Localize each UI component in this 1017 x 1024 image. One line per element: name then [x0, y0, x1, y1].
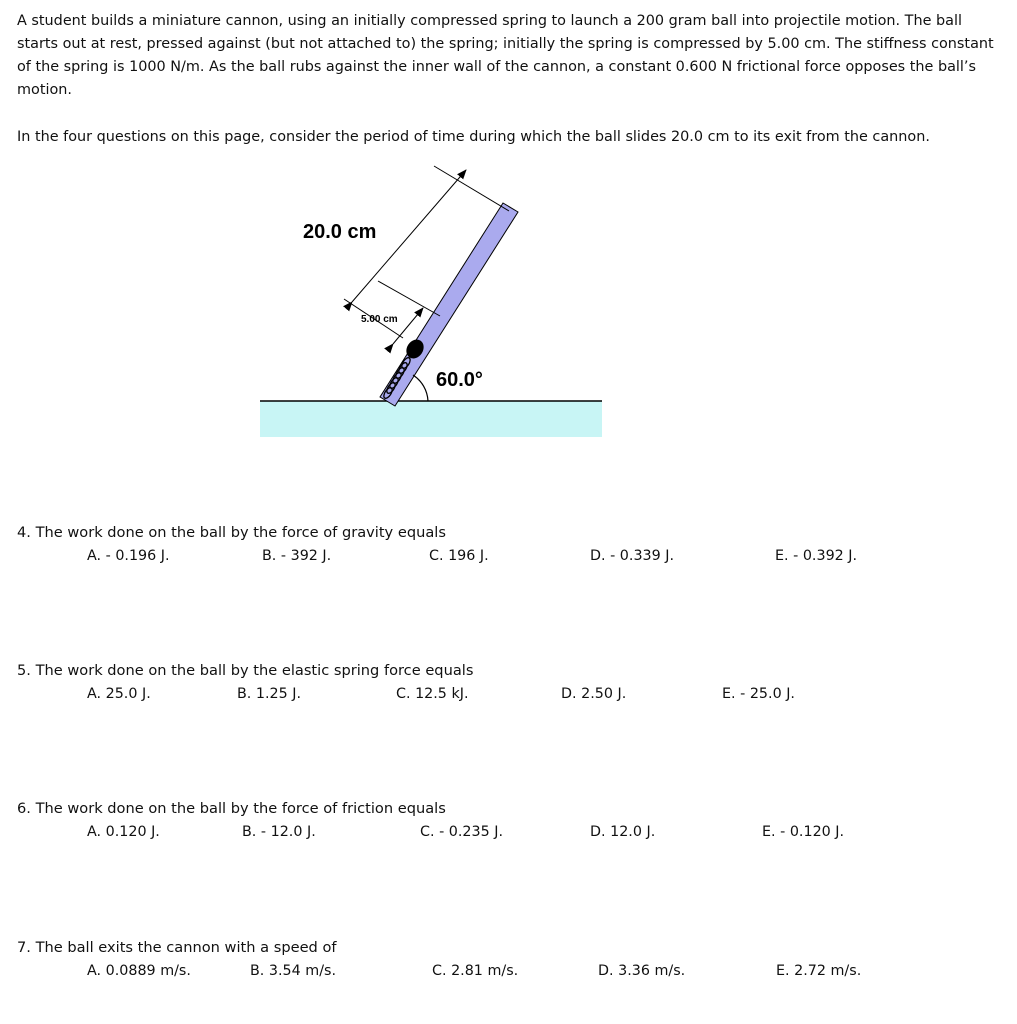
- extension-line-mid: [378, 281, 440, 316]
- question-5-option-c: C. 12.5 kJ.: [396, 686, 469, 702]
- question-7-option-c: C. 2.81 m/s.: [432, 963, 519, 979]
- question-7-option-d: D. 3.36 m/s.: [598, 963, 686, 979]
- question-6-option-e: E. - 0.120 J.: [762, 824, 845, 840]
- question-4-option-a: A. - 0.196 J.: [87, 548, 170, 564]
- question-5-option-b: B. 1.25 J.: [237, 686, 302, 702]
- question-6-option-d: D. 12.0 J.: [590, 824, 656, 840]
- question-4-option-d: D. - 0.339 J.: [590, 548, 675, 564]
- question-6-option-c: C. - 0.235 J.: [420, 824, 504, 840]
- question-4-option-c: C. 196 J.: [429, 548, 489, 564]
- question-4-option-e: E. - 0.392 J.: [775, 548, 858, 564]
- question-7-option-a: A. 0.0889 m/s.: [87, 963, 191, 979]
- question-5-option-a: A. 25.0 J.: [87, 686, 151, 702]
- question-6-stem: 6. The work done on the ball by the force of friction equals: [17, 800, 446, 817]
- question-4-option-b: B. - 392 J.: [262, 548, 332, 564]
- question-6-option-a: A. 0.120 J.: [87, 824, 160, 840]
- question-7-option-b: B. 3.54 m/s.: [250, 963, 337, 979]
- question-5-option-d: D. 2.50 J.: [561, 686, 627, 702]
- problem-note: In the four questions on this page, consider the period of time during which the ball slides 20.0 cm to its exit from the cannon.: [17, 129, 930, 145]
- question-5-stem: 5. The work done on the ball by the elastic spring force equals: [17, 662, 474, 679]
- ground-fill: [260, 401, 602, 437]
- extension-line-top: [434, 166, 509, 211]
- question-5-option-e: E. - 25.0 J.: [722, 686, 795, 702]
- question-6-option-b: B. - 12.0 J.: [242, 824, 316, 840]
- label-5cm: 5.00 cm: [361, 314, 398, 325]
- question-7-stem: 7. The ball exits the cannon with a speed of: [17, 939, 337, 956]
- question-4-stem: 4. The work done on the ball by the force of gravity equals: [17, 524, 446, 541]
- problem-intro: A student builds a miniature cannon, using an initially compressed spring to launch a 200 gram ball into projectile motion. The ball starts out at rest, pressed against (but not attached to) the spring; initially the spring is compressed by 5.00 cm. The stiffness constant of the spring is 1000 N/m. As the ball rubs against the inner wall of the cannon, a constant 0.600 N frictional force opposes the ball’s motion.: [17, 13, 994, 98]
- cannon-diagram: [0, 0, 1017, 470]
- angle-arc: [413, 375, 428, 401]
- label-angle: 60.0°: [436, 369, 483, 391]
- label-20cm: 20.0 cm: [303, 221, 377, 243]
- question-7-option-e: E. 2.72 m/s.: [776, 963, 862, 979]
